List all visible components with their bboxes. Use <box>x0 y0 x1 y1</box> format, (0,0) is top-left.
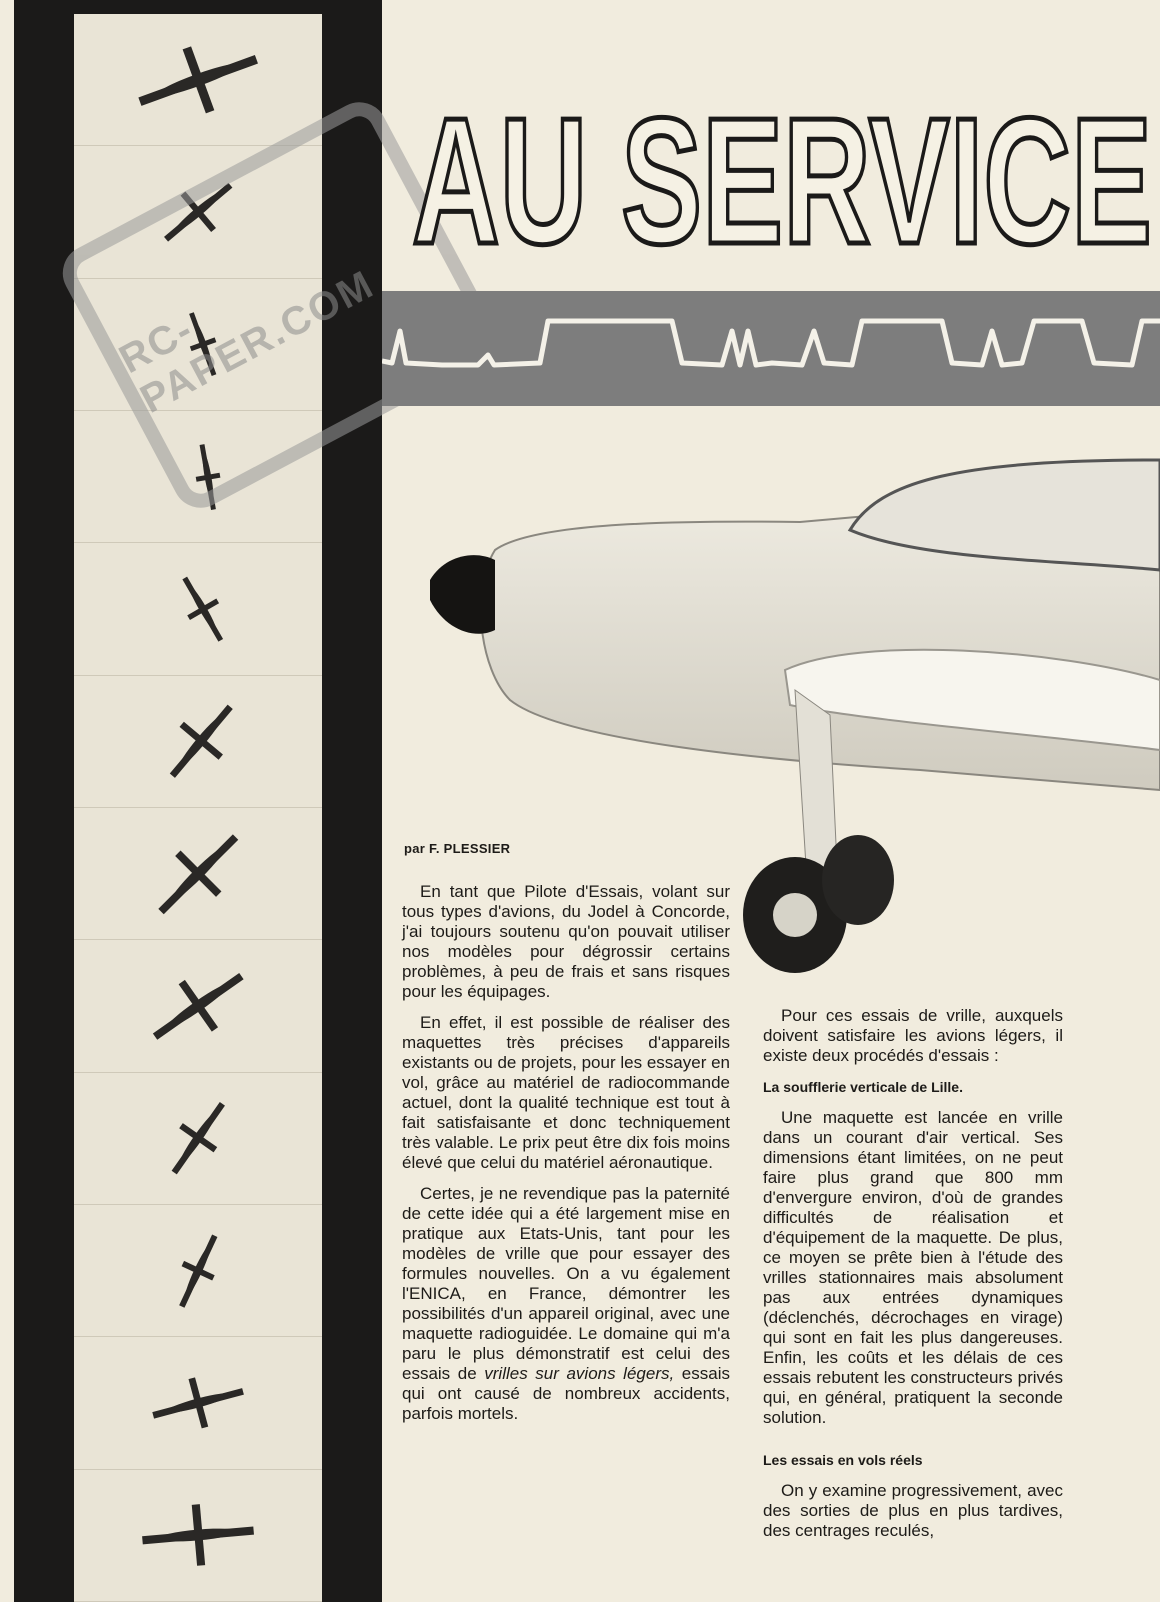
airplane-silhouette <box>113 554 283 664</box>
airplane-silhouette <box>113 1480 283 1590</box>
airplane-silhouette <box>113 686 283 796</box>
filmstrip-frame <box>74 1073 322 1205</box>
airplane-silhouette <box>113 1348 283 1458</box>
paragraph-text: Certes, je ne revendique pas la paternité de cette idée qui a été largement mise en pratique aux Etats-Unis, tant pour les modèles de vrille que pour essayer des formules nouvelles. On a vu également l'ENICA, en France, démontrer les possibilités d'un appareil original, avec une maquette radioguidée. Le domaine qui m'a paru le plus démonstratif est celui des essais de <box>402 1184 730 1383</box>
headline <box>400 78 1160 268</box>
airplane-silhouette <box>113 1083 283 1193</box>
airplane-silhouette <box>113 25 283 135</box>
paragraph <box>402 1184 730 1424</box>
filmstrip-frame <box>74 940 322 1072</box>
article-column-right <box>763 1006 1063 1552</box>
airplane-silhouette <box>113 951 283 1061</box>
filmstrip-frame <box>74 676 322 808</box>
headline-text: AU SERVICE <box>412 81 1152 268</box>
filmstrip-frame <box>74 808 322 940</box>
subheading: Les essais en vols réels <box>763 1452 923 1468</box>
filmstrip-frame <box>74 543 322 675</box>
paragraph: En tant que Pilote d'Essais, volant sur tous types d'avions, du Jodel à Concorde, j'ai toujours soutenu qu'on pouvait utiliser nos modèles pour dégrossir certains problèmes, à peu de frais et sans risques pour les équipages. <box>402 882 730 1001</box>
watermark-text: RC-PAPER.COM <box>112 262 382 422</box>
signal-trace-band <box>382 291 1160 406</box>
paragraph: Pour ces essais de vrille, auxquels doivent satisfaire les avions légers, il existe deux procédés d'essais : <box>763 1006 1063 1065</box>
filmstrip-frame <box>74 14 322 146</box>
paragraph: En effet, il est possible de réaliser des maquettes très précises d'appareils existants ou de projets, pour les essayer en vol, grâce au matériel de radiocommande actuel, dont la qualité technique est tout à fait satisfaisante et donc techniquement très valable. Le prix peut être dix fois moins élevé que celui du matériel aéronautique. <box>402 1013 730 1172</box>
filmstrip-frame <box>74 1205 322 1337</box>
article-column-left <box>402 882 730 1435</box>
paragraph-text: essais qui ont causé de nombreux accidents, parfois mortels. <box>402 1364 730 1423</box>
filmstrip-frame <box>74 1337 322 1469</box>
subheading: La soufflerie verticale de Lille. <box>763 1079 963 1095</box>
filmstrip-frame <box>74 1470 322 1602</box>
paragraph: Une maquette est lancée en vrille dans un courant d'air vertical. Ses dimensions étant limitées, on ne peut faire plus grand que 800 mm d'envergure environ, d'où de grandes difficultés de réalisation et d'équipement de la maquette. De plus, ce moyen se prête bien à l'étude des vrilles stationnaires mais absolument pas aux entrées dynamiques (déclenchés, décrochages en virage) qui sont en fait les plus dangereuses. Enfin, les coûts et les délais de ces essais rebutent les constructeurs privés qui, en général, pratiquent la seconde solution. <box>763 1108 1063 1427</box>
airplane-silhouette <box>113 1216 283 1326</box>
airplane-silhouette <box>113 819 283 929</box>
emphasis-text: vrilles sur avions légers, <box>484 1364 675 1383</box>
paragraph: On y examine progressivement, avec des sorties de plus en plus tardives, des centrages reculés, <box>763 1481 1063 1540</box>
byline: par F. PLESSIER <box>404 841 511 856</box>
radio-signal-trace <box>382 291 1160 406</box>
